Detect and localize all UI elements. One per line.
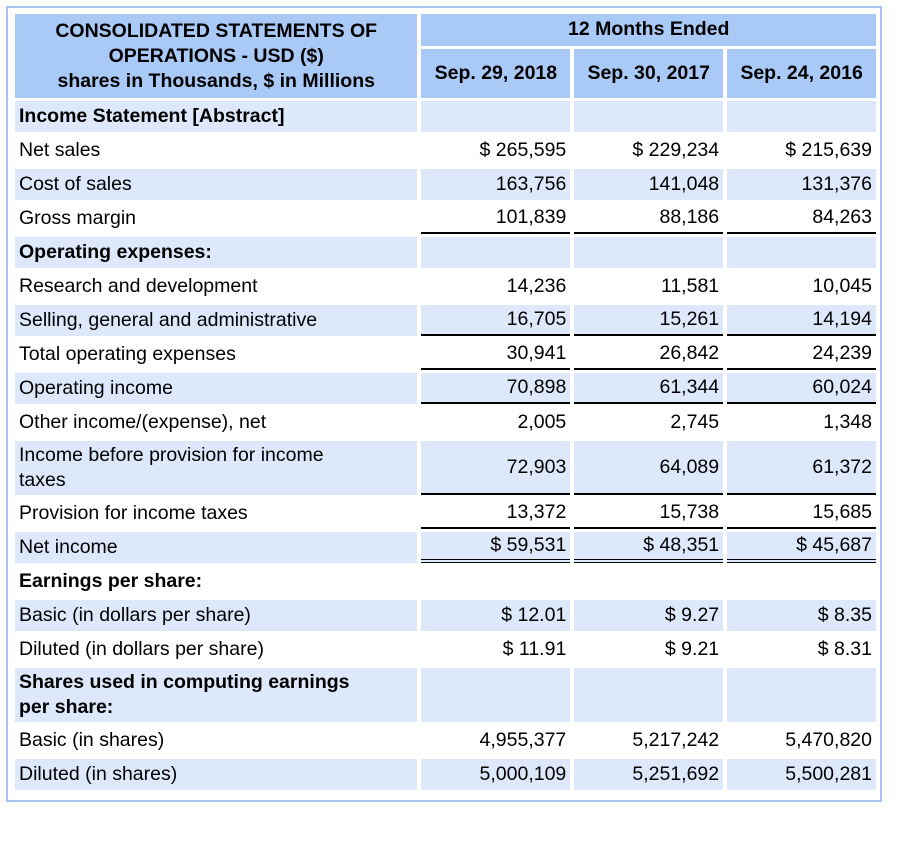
row-value	[574, 566, 723, 597]
row-value: $ 48,351	[574, 532, 723, 563]
row-value: $ 9.27	[574, 600, 723, 631]
row-value: 14,194	[727, 305, 876, 336]
row-label-cost-of-sales: Cost of sales	[15, 169, 417, 200]
row-value: $ 59,531	[421, 532, 570, 563]
table-row	[15, 169, 876, 200]
table-row	[15, 305, 876, 336]
row-label-earnings-per-share: Earnings per share:	[15, 566, 417, 597]
table-row	[15, 725, 876, 756]
period-group-header: 12 Months Ended	[421, 14, 876, 46]
table-row	[15, 759, 876, 790]
row-value: 14,236	[421, 271, 570, 302]
date-header-2018: Sep. 29, 2018	[421, 49, 570, 98]
row-value: 15,261	[574, 305, 723, 336]
row-value	[421, 566, 570, 597]
title-line-1: CONSOLIDATED STATEMENTS OF	[55, 19, 378, 42]
row-label-other-income-expense: Other income/(expense), net	[15, 407, 417, 438]
row-value: $ 265,595	[421, 135, 570, 166]
row-value: 84,263	[727, 203, 876, 234]
row-label-total-operating-expenses: Total operating expenses	[15, 339, 417, 370]
table-row	[15, 634, 876, 665]
row-value: $ 215,639	[727, 135, 876, 166]
row-value: 2,745	[574, 407, 723, 438]
row-value	[727, 668, 876, 722]
table-row	[15, 498, 876, 529]
date-header-2016: Sep. 24, 2016	[727, 49, 876, 98]
row-label-operating-income: Operating income	[15, 373, 417, 404]
row-label-basic-shares: Basic (in shares)	[15, 725, 417, 756]
row-value: 24,239	[727, 339, 876, 370]
row-value: 64,089	[574, 441, 723, 495]
row-value: 5,000,109	[421, 759, 570, 790]
row-value: 60,024	[727, 373, 876, 404]
row-label-net-income: Net income	[15, 532, 417, 563]
row-value: 5,470,820	[727, 725, 876, 756]
row-value: 5,500,281	[727, 759, 876, 790]
table-row	[15, 600, 876, 631]
row-value	[574, 237, 723, 268]
row-value: 141,048	[574, 169, 723, 200]
row-value: $ 12.01	[421, 600, 570, 631]
row-value: 163,756	[421, 169, 570, 200]
table-row	[15, 135, 876, 166]
row-value	[421, 668, 570, 722]
label-line-2: per share:	[19, 696, 114, 718]
label-line-1: Income before provision for income	[19, 444, 324, 466]
row-label-basic-eps: Basic (in dollars per share)	[15, 600, 417, 631]
title-line-2: OPERATIONS - USD ($)	[108, 44, 324, 67]
row-value: 5,217,242	[574, 725, 723, 756]
row-label-income-statement-abstract: Income Statement [Abstract]	[15, 101, 417, 132]
header-row-1	[15, 14, 876, 46]
row-value: 15,685	[727, 498, 876, 529]
table-row	[15, 668, 876, 722]
row-label-provision-for-income-taxes: Provision for income taxes	[15, 498, 417, 529]
row-label-diluted-eps: Diluted (in dollars per share)	[15, 634, 417, 665]
table-row	[15, 441, 876, 495]
row-value	[421, 237, 570, 268]
row-value: 70,898	[421, 373, 570, 404]
row-value	[574, 101, 723, 132]
row-value: 13,372	[421, 498, 570, 529]
row-value	[727, 101, 876, 132]
row-value: 61,344	[574, 373, 723, 404]
row-value: 16,705	[421, 305, 570, 336]
row-value: 10,045	[727, 271, 876, 302]
row-label-research-and-development: Research and development	[15, 271, 417, 302]
financial-statement-frame	[6, 6, 882, 802]
table-row	[15, 566, 876, 597]
date-header-2017: Sep. 30, 2017	[574, 49, 723, 98]
row-value: 72,903	[421, 441, 570, 495]
row-value: 4,955,377	[421, 725, 570, 756]
row-value: 131,376	[727, 169, 876, 200]
row-value: 30,941	[421, 339, 570, 370]
row-value: $ 45,687	[727, 532, 876, 563]
row-value: 61,372	[727, 441, 876, 495]
row-value: $ 229,234	[574, 135, 723, 166]
row-value: 15,738	[574, 498, 723, 529]
row-value	[421, 101, 570, 132]
row-value: $ 8.35	[727, 600, 876, 631]
row-label-diluted-shares: Diluted (in shares)	[15, 759, 417, 790]
row-label-operating-expenses: Operating expenses:	[15, 237, 417, 268]
label-line-1: Shares used in computing earnings	[19, 671, 350, 693]
table-row	[15, 237, 876, 268]
row-value: 2,005	[421, 407, 570, 438]
table-row	[15, 407, 876, 438]
table-row	[15, 532, 876, 563]
row-value: $ 8.31	[727, 634, 876, 665]
row-value: $ 9.21	[574, 634, 723, 665]
row-value: 1,348	[727, 407, 876, 438]
row-value: 101,839	[421, 203, 570, 234]
row-label-gross-margin: Gross margin	[15, 203, 417, 234]
row-label-shares-used	[15, 668, 417, 722]
income-statement-table	[11, 11, 880, 793]
table-row	[15, 271, 876, 302]
row-value: 5,251,692	[574, 759, 723, 790]
table-row	[15, 101, 876, 132]
table-row	[15, 339, 876, 370]
row-value	[727, 237, 876, 268]
table-row	[15, 373, 876, 404]
statement-title	[15, 14, 417, 98]
table-row	[15, 203, 876, 234]
row-label-net-sales: Net sales	[15, 135, 417, 166]
title-line-3: shares in Thousands, $ in Millions	[57, 69, 375, 92]
row-value	[727, 566, 876, 597]
row-label-income-before-taxes	[15, 441, 417, 495]
row-value: 26,842	[574, 339, 723, 370]
row-value	[574, 668, 723, 722]
row-label-selling-general-administrative: Selling, general and administrative	[15, 305, 417, 336]
row-value: $ 11.91	[421, 634, 570, 665]
row-value: 11,581	[574, 271, 723, 302]
label-line-2: taxes	[19, 469, 66, 491]
row-value: 88,186	[574, 203, 723, 234]
